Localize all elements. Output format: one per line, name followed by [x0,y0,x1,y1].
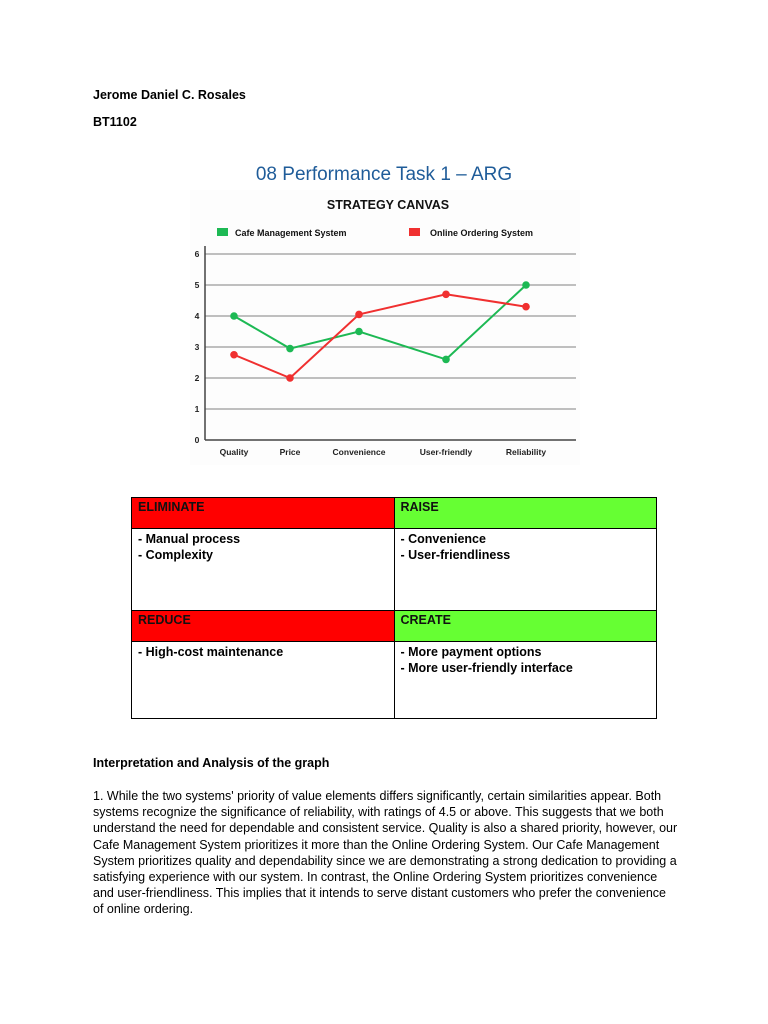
data-point [522,281,530,289]
list-item: - More payment options [400,645,542,659]
analysis-heading: Interpretation and Analysis of the graph [93,756,330,770]
reduce-items [132,642,395,719]
eliminate-header: ELIMINATE [132,498,395,529]
x-tick-label: Price [279,447,301,457]
chart-series [230,281,530,382]
errc-grid [131,497,657,719]
legend-label-online: Online Ordering System [430,228,534,238]
list-item: - Manual process [138,532,241,546]
y-tick-label: 3 [194,342,200,352]
x-tick-label: Reliability [505,447,547,457]
data-point [286,374,294,382]
list-item: - Convenience [400,532,486,546]
create-header: CREATE [394,611,657,642]
y-tick-label: 1 [194,404,200,414]
y-tick-label: 5 [194,280,200,290]
x-tick-label: Convenience [332,447,386,457]
student-name: Jerome Daniel C. Rosales [93,88,246,102]
legend-swatch-online [409,228,420,236]
raise-header: RAISE [394,498,657,529]
data-point [442,356,450,364]
list-item: - User-friendliness [400,548,511,562]
raise-items [394,529,657,611]
data-point [286,345,294,353]
x-tick-label: Quality [219,447,249,457]
reduce-header: REDUCE [132,611,395,642]
list-item: - More user-friendly interface [400,661,573,675]
legend-swatch-cafe [217,228,228,236]
data-point [230,351,238,359]
data-point [355,311,363,319]
series-line-0 [234,285,526,359]
y-tick-label: 4 [194,311,200,321]
data-point [355,328,363,336]
task-title: 08 Performance Task 1 – ARG [255,164,513,185]
chart-x-ticks [220,447,547,457]
y-tick-label: 2 [194,373,200,383]
data-point [442,291,450,299]
create-items [394,642,657,719]
x-tick-label: User-friendly [419,447,473,457]
list-item: - High-cost maintenance [138,645,284,659]
series-line-1 [234,294,526,378]
chart-y-ticks [195,249,200,445]
legend-label-cafe: Cafe Management System [235,228,347,238]
analysis-paragraph: 1. While the two systems' priority of value elements differs significantly, certain similarities appear. Both systems recognize the significance of reliability, with ratings of 4.5 or above. This suggests that we both understand the need for dependable and consistent service. Quality is also a shared priority, however, our Cafe Management System prioritizes it more than the Online Ordering System. Our Cafe Management System prioritizes quality and dependability since we are demonstrating a strong dedication to providing a satisfying experience with our system. In contrast, the Online Ordering System prioritizes convenience and user-friendliness. This implies that it intends to serve distant customers who prefer the convenience of online ordering. [93,789,678,917]
list-item: - Complexity [138,548,214,562]
y-tick-label: 0 [194,435,200,445]
data-point [522,303,530,311]
chart-legend [217,228,533,238]
data-point [230,312,238,320]
section-code: BT1102 [93,115,137,129]
y-tick-label: 6 [194,249,200,259]
eliminate-items [132,529,395,611]
strategy-canvas-chart [190,190,580,465]
chart-title: STRATEGY CANVAS [326,198,450,212]
chart-axes [205,246,576,440]
